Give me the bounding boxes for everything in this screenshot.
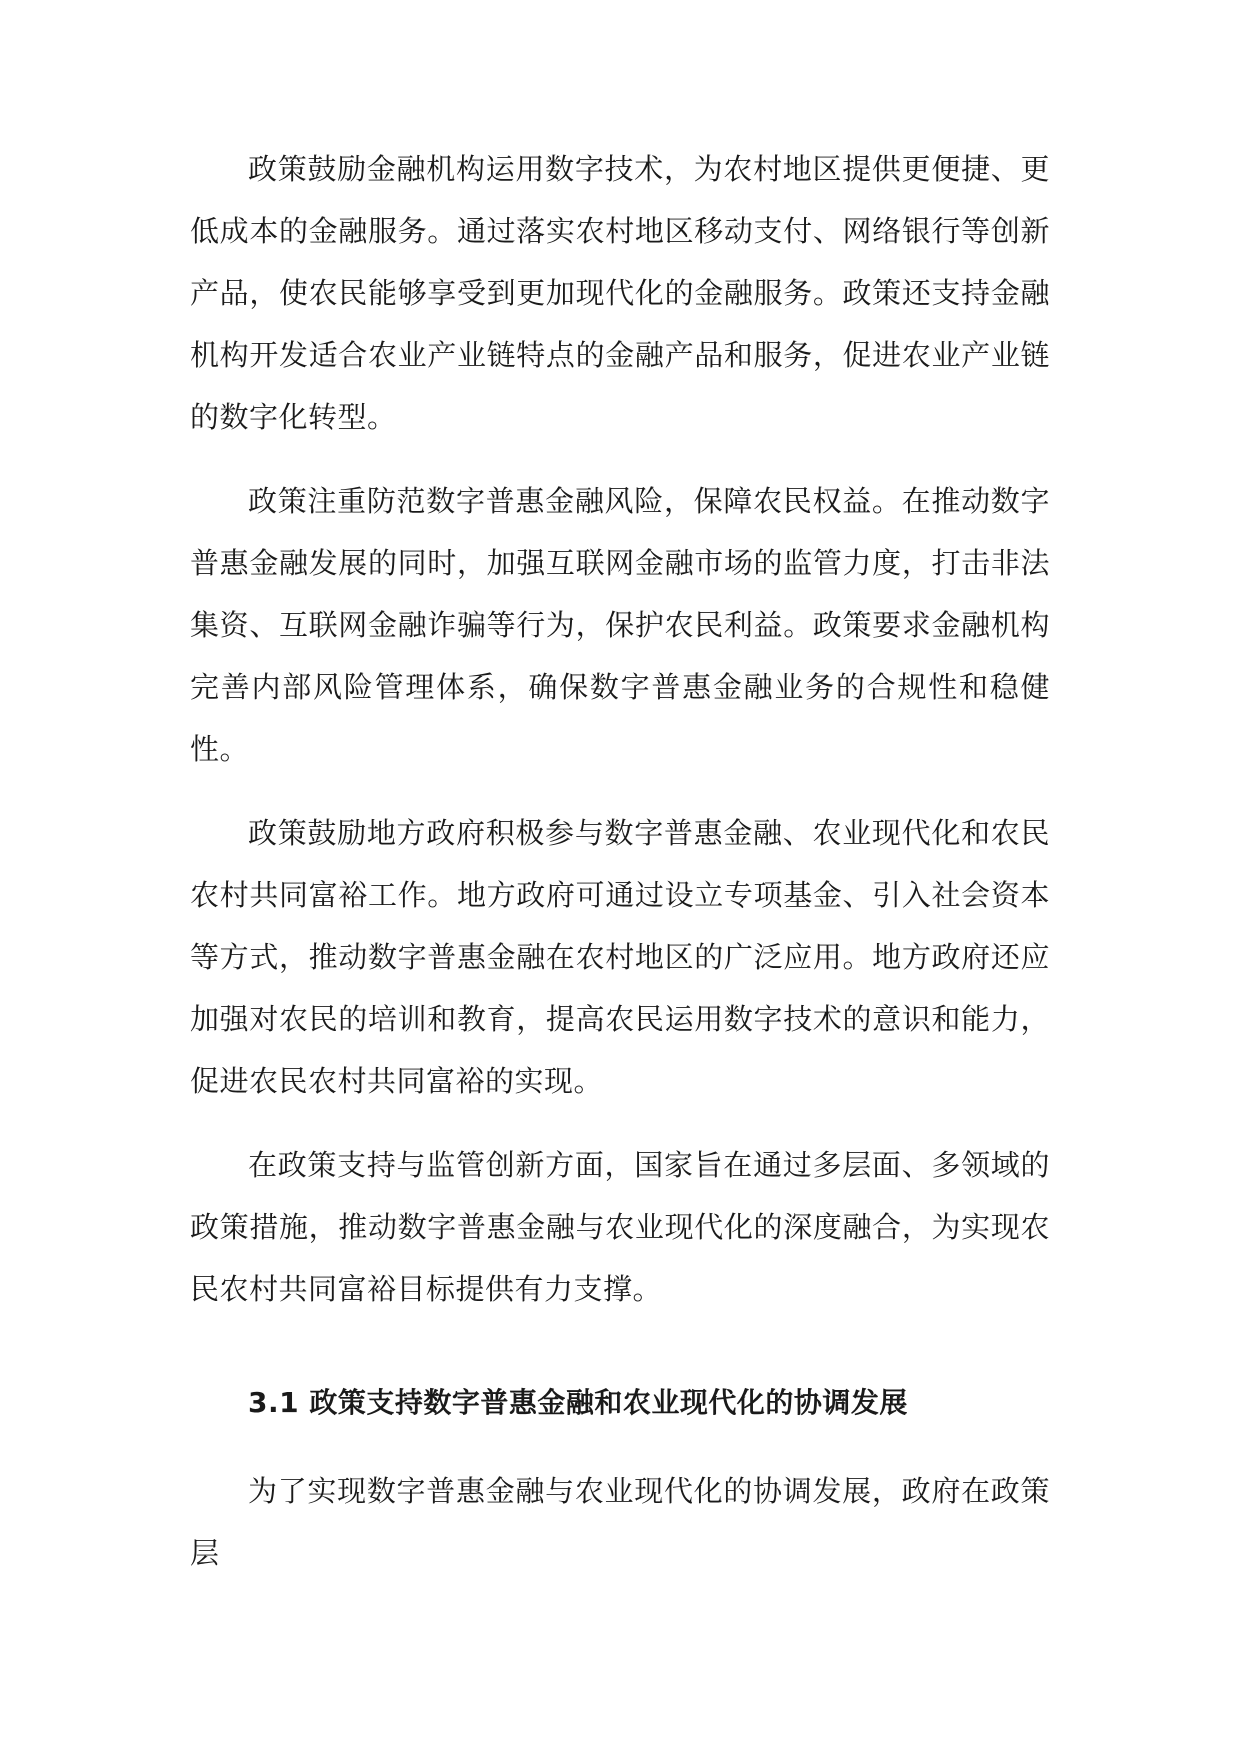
document-page [190, 138, 1050, 1584]
paragraph-digital-services: 政策鼓励金融机构运用数字技术，为农村地区提供更便捷、更低成本的金融服务。通过落实农村地区移动支付、网络银行等创新产品，使农民能够享受到更加现代化的金融服务。政策还支持金融机构开发适合农业产业链特点的金融产品和服务，促进农业产业链的数字化转型。 [190, 152, 1050, 434]
paragraph-section-intro: 为了实现数字普惠金融与农业现代化的协调发展，政府在政策层 [190, 1474, 1050, 1570]
paragraph-local-government: 政策鼓励地方政府积极参与数字普惠金融、农业现代化和农民农村共同富裕工作。地方政府可通过设立专项基金、引入社会资本等方式，推动数字普惠金融在农村地区的广泛应用。地方政府还应加强对农民的培训和教育，提高农民运用数字技术的意识和能力，促进农民农村共同富裕的实现。 [190, 816, 1050, 1098]
section-heading: 3.1 政策支持数字普惠金融和农业现代化的协调发展 [248, 1386, 908, 1419]
paragraph-risk-prevention: 政策注重防范数字普惠金融风险，保障农民权益。在推动数字普惠金融发展的同时，加强互联网金融市场的监管力度，打击非法集资、互联网金融诈骗等行为，保护农民利益。政策要求金融机构完善内部风险管理体系，确保数字普惠金融业务的合规性和稳健性。 [190, 484, 1050, 766]
paragraph-policy-summary: 在政策支持与监管创新方面，国家旨在通过多层面、多领域的政策措施，推动数字普惠金融与农业现代化的深度融合，为实现农民农村共同富裕目标提供有力支撑。 [190, 1148, 1050, 1306]
